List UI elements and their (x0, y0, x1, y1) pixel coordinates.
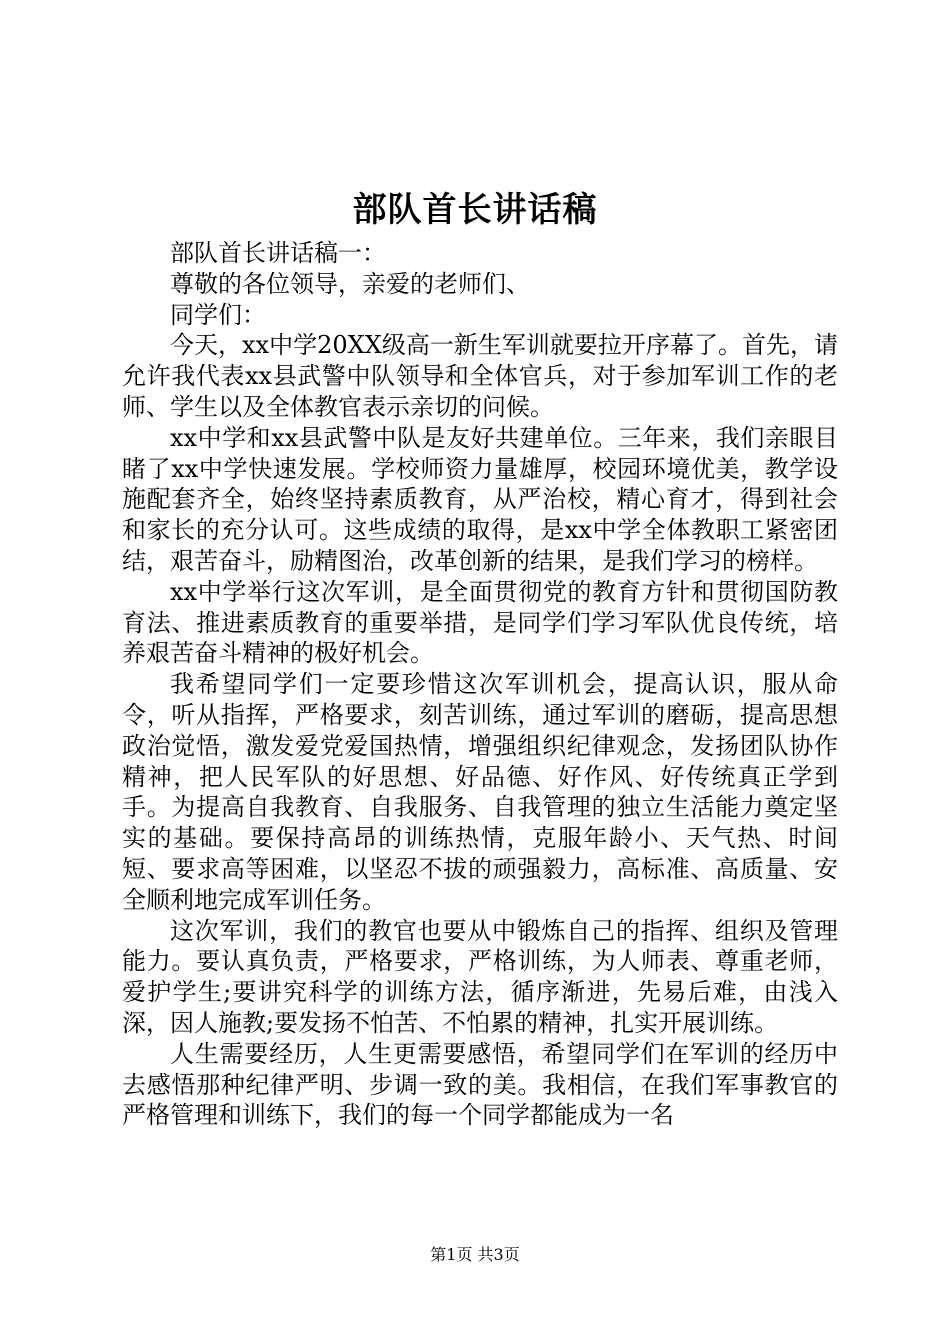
paragraph: xx中学和xx县武警中队是友好共建单位。三年来，我们亲眼目睹了xx中学快速发展。学校师资力量雄厚，校园环境优美，教学设施配套齐全，始终坚持素质教育，从严治校，精心育才，得到社会和家长的充分认可。这些成绩的取得，是xx中学全体教职工紧密团结，艰苦奋斗，励精图治，改革创新的结果，是我们学习的榜样。 (122, 423, 838, 575)
paragraph: 人生需要经历，人生更需要感悟，希望同学们在军训的经历中去感悟那种纪律严明、步调一致的美。我相信，在我们军事教官的严格管理和训练下，我们的每一个同学都能成为一名 (122, 1039, 838, 1130)
paragraph: 我希望同学们一定要珍惜这次军训机会，提高认识，服从命令，听从指挥，严格要求，刻苦训练，通过军训的磨砺，提高思想政治觉悟，激发爱党爱国热情，增强组织纪律观念，发扬团队协作精神，把人民军队的好思想、好品德、好作风、好传统真正学到手。为提高自我教育、自我服务、自我管理的独立生活能力奠定坚实的基础。要保持高昂的训练热情，克服年龄小、天气热、时间短、要求高等困难，以坚忍不拔的顽强毅力，高标准、高质量、安全顺利地完成军训任务。 (122, 670, 838, 914)
paragraph: xx中学举行这次军训，是全面贯彻党的教育方针和贯彻国防教育法、推进素质教育的重要举措，是同学们学习军队优良传统，培养艰苦奋斗精神的极好机会。 (122, 577, 838, 668)
paragraph-heading: 部队首长讲话稿一： (170, 239, 386, 267)
document-body (122, 238, 838, 1131)
paragraph: 这次军训，我们的教官也要从中锻炼自己的指挥、组织及管理能力。要认真负责，严格要求，严格训练，为人师表、尊重老师，爱护学生;要讲究科学的训练方法，循序渐进，先易后难，由浅入深，因人施教;要发扬不怕苦、不怕累的精神，扎实开展训练。 (122, 916, 838, 1037)
document-title: 部队首长讲话稿 (352, 190, 598, 230)
page-number-footer: 第1页 共3页 (430, 1245, 520, 1264)
paragraph: 今天，xx中学20XX级高一新生军训就要拉开序幕了。首先，请允许我代表xx县武警中队领导和全体官兵，对于参加军训工作的老师、学生以及全体教官表示亲切的问候。 (122, 331, 838, 421)
paragraph-salutation-cont: 同学们： (170, 300, 266, 329)
paragraph-salutation: 尊敬的各位领导，亲爱的老师们、 (170, 269, 530, 298)
